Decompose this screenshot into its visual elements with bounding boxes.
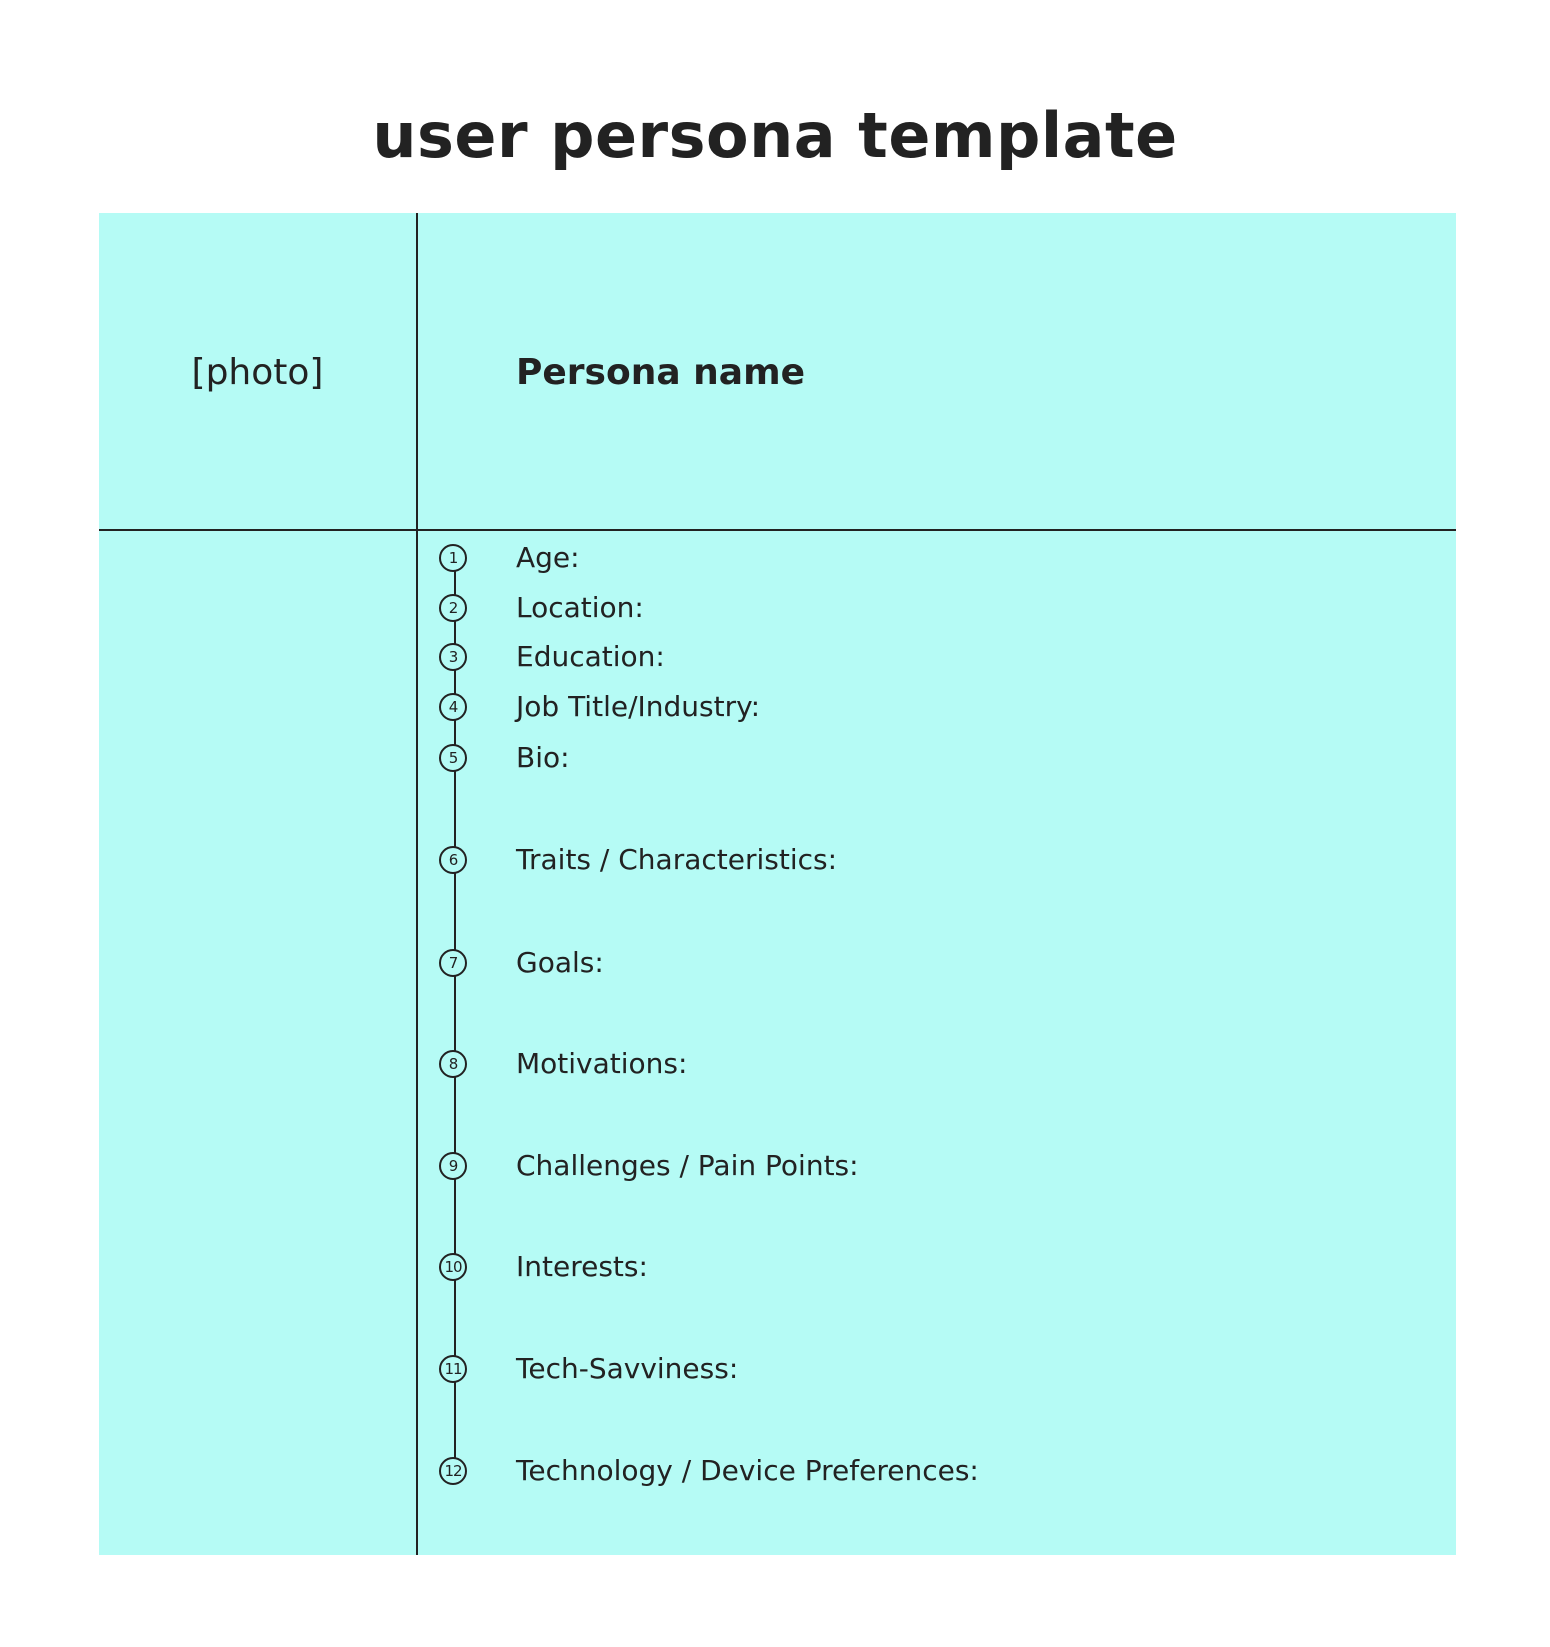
field-location [439, 591, 644, 624]
field-label: Tech-Savviness: [516, 1352, 739, 1385]
field-label: Education: [516, 640, 665, 673]
field-job-title [439, 690, 761, 723]
field-label: Technology / Device Preferences: [516, 1454, 979, 1487]
step-number-badge: 5 [439, 744, 467, 772]
column-divider [416, 213, 418, 1555]
photo-placeholder: [photo] [191, 352, 324, 393]
field-device-preferences [439, 1454, 979, 1487]
persona-name-label: Persona name [516, 352, 806, 393]
page-title: user persona template [372, 99, 1178, 172]
field-label: Traits / Characteristics: [516, 843, 838, 876]
field-bio [439, 741, 570, 774]
step-number-badge: 8 [439, 1050, 467, 1078]
persona-card [99, 213, 1456, 1555]
field-label: Challenges / Pain Points: [516, 1149, 859, 1182]
field-challenges [439, 1149, 859, 1182]
field-label: Age: [516, 541, 580, 574]
field-age [439, 541, 580, 574]
field-interests [439, 1250, 648, 1283]
field-label: Motivations: [516, 1047, 688, 1080]
step-number-badge: 7 [439, 949, 467, 977]
step-number-badge: 6 [439, 846, 467, 874]
step-number-badge: 2 [439, 594, 467, 622]
field-goals [439, 946, 604, 979]
step-number-badge: 4 [439, 693, 467, 721]
step-number-badge: 12 [439, 1457, 467, 1485]
field-label: Location: [516, 591, 644, 624]
field-motivations [439, 1047, 688, 1080]
step-number-badge: 1 [439, 544, 467, 572]
field-label: Job Title/Industry: [516, 690, 761, 723]
field-traits [439, 843, 838, 876]
field-label: Bio: [516, 741, 570, 774]
step-number-badge: 3 [439, 643, 467, 671]
step-number-badge: 11 [439, 1355, 467, 1383]
field-label: Interests: [516, 1250, 648, 1283]
row-divider [99, 529, 1456, 531]
step-number-badge: 9 [439, 1152, 467, 1180]
field-education [439, 640, 665, 673]
field-tech-savviness [439, 1352, 739, 1385]
step-number-badge: 10 [439, 1253, 467, 1281]
field-label: Goals: [516, 946, 604, 979]
